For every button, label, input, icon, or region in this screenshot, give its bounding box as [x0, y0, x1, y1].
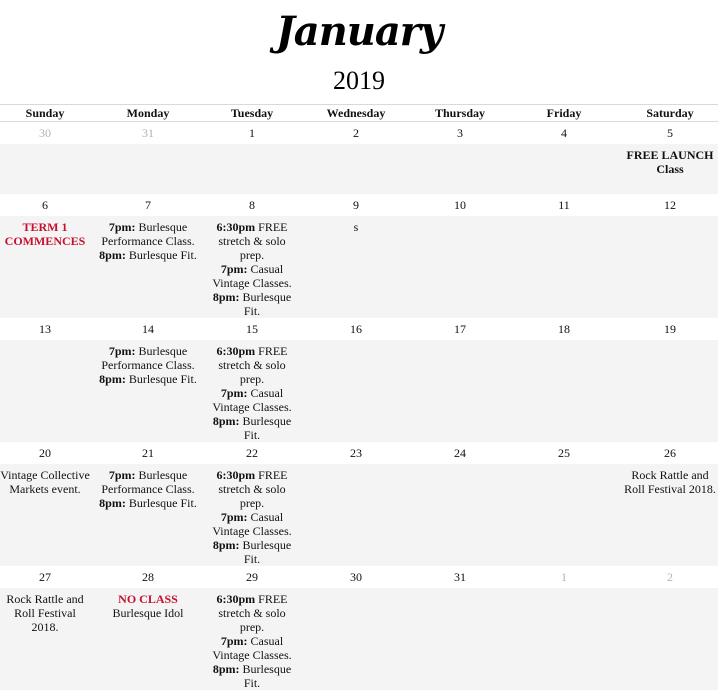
weekday-saturday: Saturday	[622, 105, 718, 122]
week-5-dates	[0, 566, 718, 588]
event-cell	[506, 216, 622, 318]
event-cell	[0, 340, 90, 442]
event-time: 7pm:	[108, 344, 136, 358]
weekday-tuesday: Tuesday	[206, 105, 298, 122]
event-text: Rock Rattle and Roll Festival 2018.	[6, 592, 84, 634]
weekday-friday: Friday	[506, 105, 622, 122]
event-cell[interactable]	[622, 144, 718, 194]
event-text: s	[353, 220, 359, 234]
event-cell[interactable]	[206, 464, 298, 566]
event-cell	[298, 340, 414, 442]
event-cell[interactable]	[90, 588, 206, 690]
event-text: Burlesque Fit.	[125, 248, 197, 262]
event-text: Burlesque Performance Class.	[101, 220, 195, 248]
event-cell[interactable]	[90, 216, 206, 318]
date-cell[interactable]: 1	[506, 566, 622, 588]
event-text: FREE stretch & solo prep.	[218, 468, 288, 510]
event-cell[interactable]	[298, 216, 414, 318]
date-cell[interactable]: 23	[298, 442, 414, 464]
event-time: 7pm:	[220, 386, 248, 400]
event-text: Casual Vintage Classes.	[212, 634, 292, 662]
event-time: 8pm:	[212, 662, 240, 676]
year-title: 2019	[333, 66, 385, 95]
event-text: Casual Vintage Classes.	[212, 262, 292, 290]
week-4-dates	[0, 442, 718, 464]
event-text: Burlesque Performance Class.	[101, 468, 195, 496]
event-text: FREE stretch & solo prep.	[218, 592, 288, 634]
event-time: 7pm:	[220, 634, 248, 648]
event-time: 7pm:	[220, 510, 248, 524]
date-cell[interactable]: 25	[506, 442, 622, 464]
event-time: 8pm:	[212, 414, 240, 428]
weekday-thursday: Thursday	[414, 105, 506, 122]
event-cell[interactable]	[0, 216, 90, 318]
date-cell[interactable]: 24	[414, 442, 506, 464]
date-cell[interactable]: 10	[414, 194, 506, 216]
event-text: Burlesque Fit.	[239, 662, 292, 690]
event-title[interactable]: FREE LAUNCH Class	[626, 148, 714, 176]
date-cell[interactable]: 17	[414, 318, 506, 340]
date-cell[interactable]: 1	[206, 122, 298, 145]
event-cell	[414, 216, 506, 318]
week-1-events	[0, 144, 718, 194]
date-cell[interactable]: 9	[298, 194, 414, 216]
date-cell[interactable]: 26	[622, 442, 718, 464]
event-time: 6:30pm	[216, 220, 256, 234]
event-time: 7pm:	[108, 468, 136, 482]
date-cell[interactable]: 14	[90, 318, 206, 340]
event-cell	[622, 216, 718, 318]
event-time: 8pm:	[212, 538, 240, 552]
calendar-grid	[0, 104, 718, 690]
date-cell[interactable]: 28	[90, 566, 206, 588]
date-cell[interactable]: 11	[506, 194, 622, 216]
event-cell[interactable]	[622, 464, 718, 566]
event-cell[interactable]	[0, 588, 90, 690]
event-cell	[622, 340, 718, 442]
event-text: Burlesque Idol	[112, 606, 184, 620]
event-time: 7pm:	[220, 262, 248, 276]
date-cell[interactable]: 31	[414, 566, 506, 588]
date-cell[interactable]: 22	[206, 442, 298, 464]
event-time: 7pm:	[108, 220, 136, 234]
date-cell[interactable]: 5	[622, 122, 718, 145]
event-cell	[622, 588, 718, 690]
date-cell[interactable]: 6	[0, 194, 90, 216]
event-cell[interactable]	[90, 464, 206, 566]
weekday-sunday: Sunday	[0, 105, 90, 122]
event-cell	[298, 588, 414, 690]
event-cell	[298, 144, 414, 194]
date-cell[interactable]: 29	[206, 566, 298, 588]
event-text: Burlesque Fit.	[239, 538, 292, 566]
event-cell	[506, 464, 622, 566]
event-text: Burlesque Fit.	[125, 372, 197, 386]
weekday-header-row	[0, 105, 718, 122]
event-text: Casual Vintage Classes.	[212, 510, 292, 538]
date-cell[interactable]: 16	[298, 318, 414, 340]
date-cell[interactable]: 3	[414, 122, 506, 145]
event-cell	[298, 464, 414, 566]
date-cell[interactable]: 30	[298, 566, 414, 588]
event-text: FREE stretch & solo prep.	[218, 344, 288, 386]
event-time: 8pm:	[99, 496, 126, 510]
date-cell[interactable]: 4	[506, 122, 622, 145]
week-3-events	[0, 340, 718, 442]
event-cell	[506, 144, 622, 194]
date-cell[interactable]: 12	[622, 194, 718, 216]
event-text: Vintage Collective Markets event.	[0, 468, 90, 496]
week-4-events	[0, 464, 718, 566]
date-cell[interactable]: 15	[206, 318, 298, 340]
event-text: Rock Rattle and Roll Festival 2018.	[624, 468, 716, 496]
date-cell[interactable]: 19	[622, 318, 718, 340]
date-cell[interactable]: 2	[622, 566, 718, 588]
month-title: January	[275, 8, 443, 55]
event-cell[interactable]	[206, 588, 298, 690]
week-3-dates	[0, 318, 718, 340]
event-cell[interactable]	[0, 464, 90, 566]
event-text: Casual Vintage Classes.	[212, 386, 292, 414]
event-time: 6:30pm	[216, 344, 256, 358]
date-cell[interactable]: 27	[0, 566, 90, 588]
event-cell	[414, 340, 506, 442]
event-text: Burlesque Fit.	[239, 414, 292, 442]
event-cell	[414, 464, 506, 566]
date-cell[interactable]: 8	[206, 194, 298, 216]
event-cell[interactable]	[206, 216, 298, 318]
date-cell[interactable]: 20	[0, 442, 90, 464]
event-cell	[506, 340, 622, 442]
event-time: 6:30pm	[216, 468, 256, 482]
date-cell[interactable]: 21	[90, 442, 206, 464]
event-cell	[414, 588, 506, 690]
event-time: 8pm:	[212, 290, 240, 304]
event-title: NO CLASS	[118, 592, 178, 606]
event-cell[interactable]	[90, 340, 206, 442]
event-title[interactable]: TERM 1 COMMENCES	[4, 220, 86, 248]
event-cell	[414, 144, 506, 194]
date-cell[interactable]: 7	[90, 194, 206, 216]
event-cell	[0, 144, 90, 194]
week-5-events	[0, 588, 718, 690]
week-1-dates	[0, 122, 718, 145]
event-time: 8pm:	[99, 372, 126, 386]
event-time: 8pm:	[99, 248, 126, 262]
event-cell	[206, 144, 298, 194]
weekday-wednesday: Wednesday	[298, 105, 414, 122]
weekday-monday: Monday	[90, 105, 206, 122]
event-cell	[506, 588, 622, 690]
date-cell[interactable]: 13	[0, 318, 90, 340]
date-cell[interactable]: 18	[506, 318, 622, 340]
week-2-events	[0, 216, 718, 318]
event-text: Burlesque Performance Class.	[101, 344, 195, 372]
date-cell[interactable]: 30	[0, 122, 90, 145]
event-text: FREE stretch & solo prep.	[218, 220, 288, 262]
event-text: Burlesque Fit.	[239, 290, 292, 318]
date-cell[interactable]: 2	[298, 122, 414, 145]
event-cell	[90, 144, 206, 194]
event-cell[interactable]	[206, 340, 298, 442]
date-cell[interactable]: 31	[90, 122, 206, 145]
event-text: Burlesque Fit.	[125, 496, 197, 510]
week-2-dates	[0, 194, 718, 216]
event-time: 6:30pm	[216, 592, 256, 606]
